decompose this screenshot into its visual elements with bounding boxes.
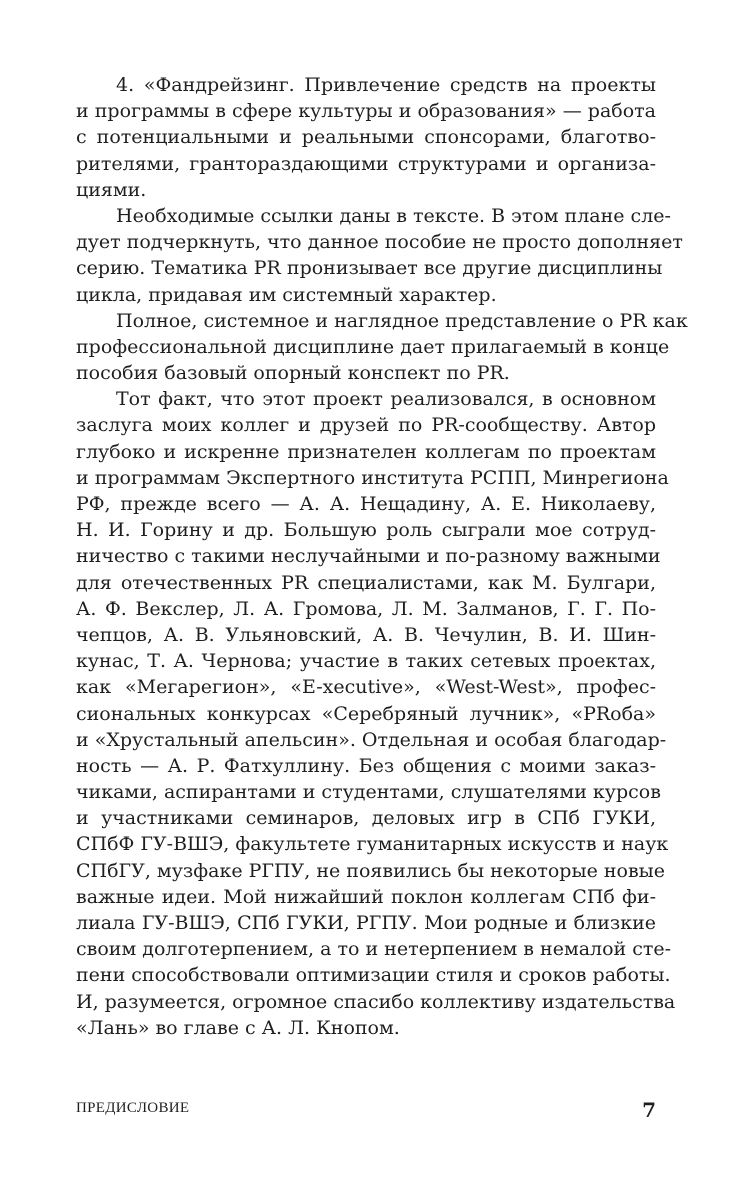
text-line: для отечественных PR специалистами, как М. Булгари, (76, 571, 656, 594)
text-line: 4. «Фандрейзинг. Привлечение средств на проекты (116, 74, 656, 96)
text-line: СПбФ ГУ-ВШЭ, факультете гуманитарных искусств и наук (76, 833, 669, 856)
text-line: и программам Экспертного института РСПП, Минрегиона (76, 466, 669, 489)
text-line: РФ, прежде всего — А. А. Нещадину, А. Е. Николаеву, (76, 493, 656, 515)
text-line: пени способствовали оптимизации стиля и сроков работы. (76, 964, 671, 987)
text-line: ничество с такими неслучайными и по-разному важными (76, 545, 661, 568)
text-line: глубоко и искренне признателен коллегам по проектам (76, 440, 656, 463)
text-line: А. Ф. Векслер, Л. А. Громова, Л. М. Залманов, Г. Г. По- (76, 597, 656, 620)
text-line: цикла, придавая им системный характер. (76, 283, 497, 306)
text-line: дует подчеркнуть, что данное пособие не просто дополняет (76, 231, 683, 254)
text-line: лиала ГУ-ВШЭ, СПб ГУКИ, РГПУ. Мои родные и близкие (76, 912, 656, 934)
text-line: кунас, Т. А. Чернова; участие в таких сетевых проектах, (76, 650, 656, 673)
paragraph (76, 72, 656, 203)
text-line: Необходимые ссылки даны в тексте. В этом плане сле- (116, 204, 671, 227)
text-line: И, разумеется, огромное спасибо коллективу издательства (76, 990, 676, 1013)
text-line: профессиональной дисциплине дает прилагаемый в конце (76, 335, 670, 358)
text-line: и программы в сфере культуры и образования» — работа (76, 100, 656, 123)
text-line: Н. И. Горину и др. Большую роль сыграли мое сотруд- (76, 519, 656, 542)
paragraph (76, 386, 676, 1041)
text-line: как «Мегарегион», «E-xecutive», «West-West», профес- (76, 676, 656, 699)
text-line: ность — А. Р. Фатхуллину. Без общения с моими заказ- (76, 754, 656, 777)
text-line: своим долготерпением, а то и нетерпением в немалой сте- (76, 938, 672, 961)
paragraph (76, 308, 688, 387)
text-line: важные идеи. Мой нижайший поклон коллегам СПб фи- (76, 885, 656, 908)
text-line: с потенциальными и реальными спонсорами, благотво- (76, 126, 656, 149)
text-line: циями. (76, 178, 147, 201)
text-line: пособия базовый опорный конспект по PR. (76, 362, 510, 385)
text-line: рителями, грантораздающими структурами и организа- (76, 152, 656, 175)
paragraph (76, 203, 683, 308)
page-footer (76, 1098, 656, 1124)
text-line: чиками, аспирантами и студентами, слушателями курсов (76, 781, 661, 804)
main-text (76, 72, 688, 1041)
text-line: и участниками семинаров, деловых игр в СПб ГУКИ, (76, 807, 656, 830)
text-line: сиональных конкурсах «Серебряный лучник», «PRоба» (76, 702, 656, 725)
text-line: и «Хрустальный апельсин». Отдельная и особая благодар- (76, 728, 667, 751)
text-line: Полное, системное и наглядное представление о PR как (116, 309, 688, 332)
text-line: Тот факт, что этот проект реализовался, в основном (116, 388, 656, 411)
text-line: СПбГУ, музфаке РГПУ, не появились бы некоторые новые (76, 859, 666, 882)
page-number: 7 (642, 1098, 656, 1122)
text-line: серию. Тематика PR пронизывает все другие дисциплины (76, 257, 663, 280)
text-line: чепцов, А. В. Ульяновский, А. В. Чечулин, В. И. Шин- (76, 623, 656, 646)
running-head: ПРЕДИСЛОВИЕ (76, 1100, 190, 1116)
text-line: заслуга моих коллег и друзей по PR-сообществу. Автор (76, 414, 656, 437)
text-line: «Лань» во главе с А. Л. Кнопом. (76, 1016, 400, 1039)
